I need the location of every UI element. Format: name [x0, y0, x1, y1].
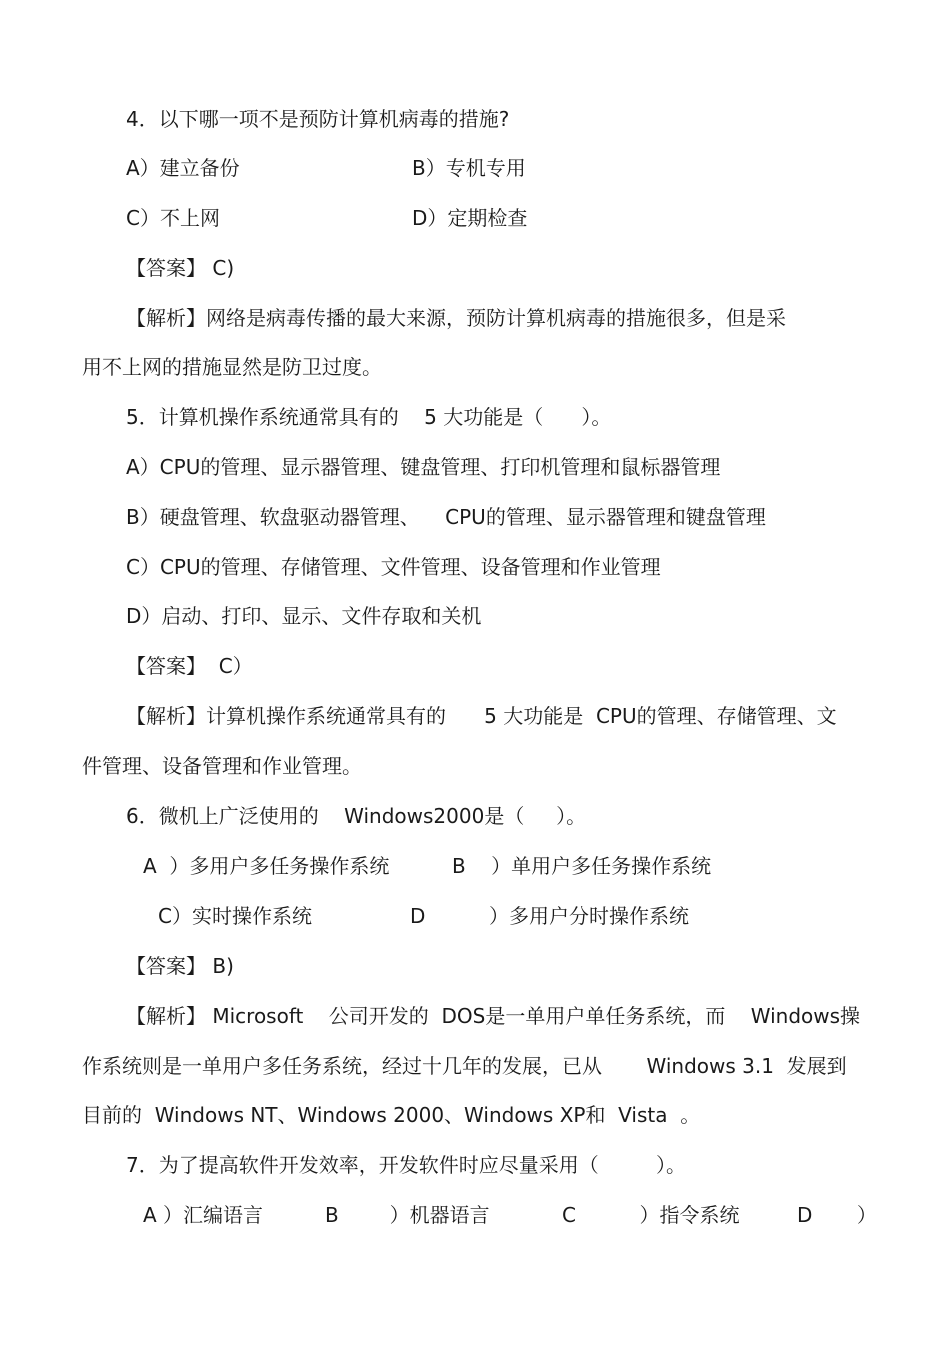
q5-option-d: D）启动、打印、显示、文件存取和关机 — [126, 604, 482, 628]
q5-stem: 5．计算机操作系统通常具有的 5 大功能是（ ）。 — [126, 405, 612, 429]
q4-option-d: D）定期检查 — [412, 206, 528, 230]
q4-analysis-line2: 用不上网的措施显然是防卫过度。 — [82, 355, 382, 379]
q7-option-b: B ）机器语言 — [325, 1203, 490, 1227]
q6-option-c: C）实时操作系统 — [158, 904, 312, 928]
q4-answer: 【答案】 C) — [126, 256, 235, 280]
q6-stem: 6．微机上广泛使用的 Windows2000是（ ）。 — [126, 804, 587, 828]
q4-option-b: B）专机专用 — [412, 156, 526, 180]
q7-stem: 7．为了提高软件开发效率，开发软件时应尽量采用（ ）。 — [126, 1153, 686, 1177]
q5-option-a: A）CPU的管理、显示器管理、键盘管理、打印机管理和鼠标器管理 — [126, 455, 721, 479]
q4-option-c: C）不上网 — [126, 206, 220, 230]
q5-analysis-line2: 件管理、设备管理和作业管理。 — [82, 754, 362, 778]
q6-option-d: D ）多用户分时操作系统 — [410, 904, 689, 928]
q5-analysis-line1: 【解析】计算机操作系统通常具有的 5 大功能是 CPU的管理、存储管理、文 — [126, 704, 837, 728]
q4-stem: 4．以下哪一项不是预防计算机病毒的措施? — [126, 107, 510, 131]
q6-analysis-line3: 目前的 Windows NT、Windows 2000、Windows XP和 Vista 。 — [82, 1103, 701, 1127]
q4-analysis-line1: 【解析】网络是病毒传播的最大来源，预防计算机病毒的措施很多，但是采 — [126, 306, 786, 330]
q6-answer: 【答案】 B) — [126, 954, 234, 978]
q7-option-d: D ） — [797, 1203, 877, 1227]
q5-option-b: B）硬盘管理、软盘驱动器管理、 CPU的管理、显示器管理和键盘管理 — [126, 505, 766, 529]
q5-option-c: C）CPU的管理、存储管理、文件管理、设备管理和作业管理 — [126, 555, 661, 579]
q6-option-a: A ）多用户多任务操作系统 — [143, 854, 390, 878]
q4-option-a: A）建立备份 — [126, 156, 240, 180]
q6-analysis-line1: 【解析】 Microsoft 公司开发的 DOS是一单用户单任务系统，而 Windows操 — [126, 1004, 861, 1028]
q5-answer: 【答案】 C） — [126, 654, 253, 678]
q6-option-b: B ）单用户多任务操作系统 — [452, 854, 712, 878]
q7-option-a: A ）汇编语言 — [143, 1203, 264, 1227]
q7-option-c: C ）指令系统 — [562, 1203, 740, 1227]
q6-analysis-line2: 作系统则是一单用户多任务系统，经过十几年的发展，已从 Windows 3.1 发展到 — [82, 1054, 847, 1078]
